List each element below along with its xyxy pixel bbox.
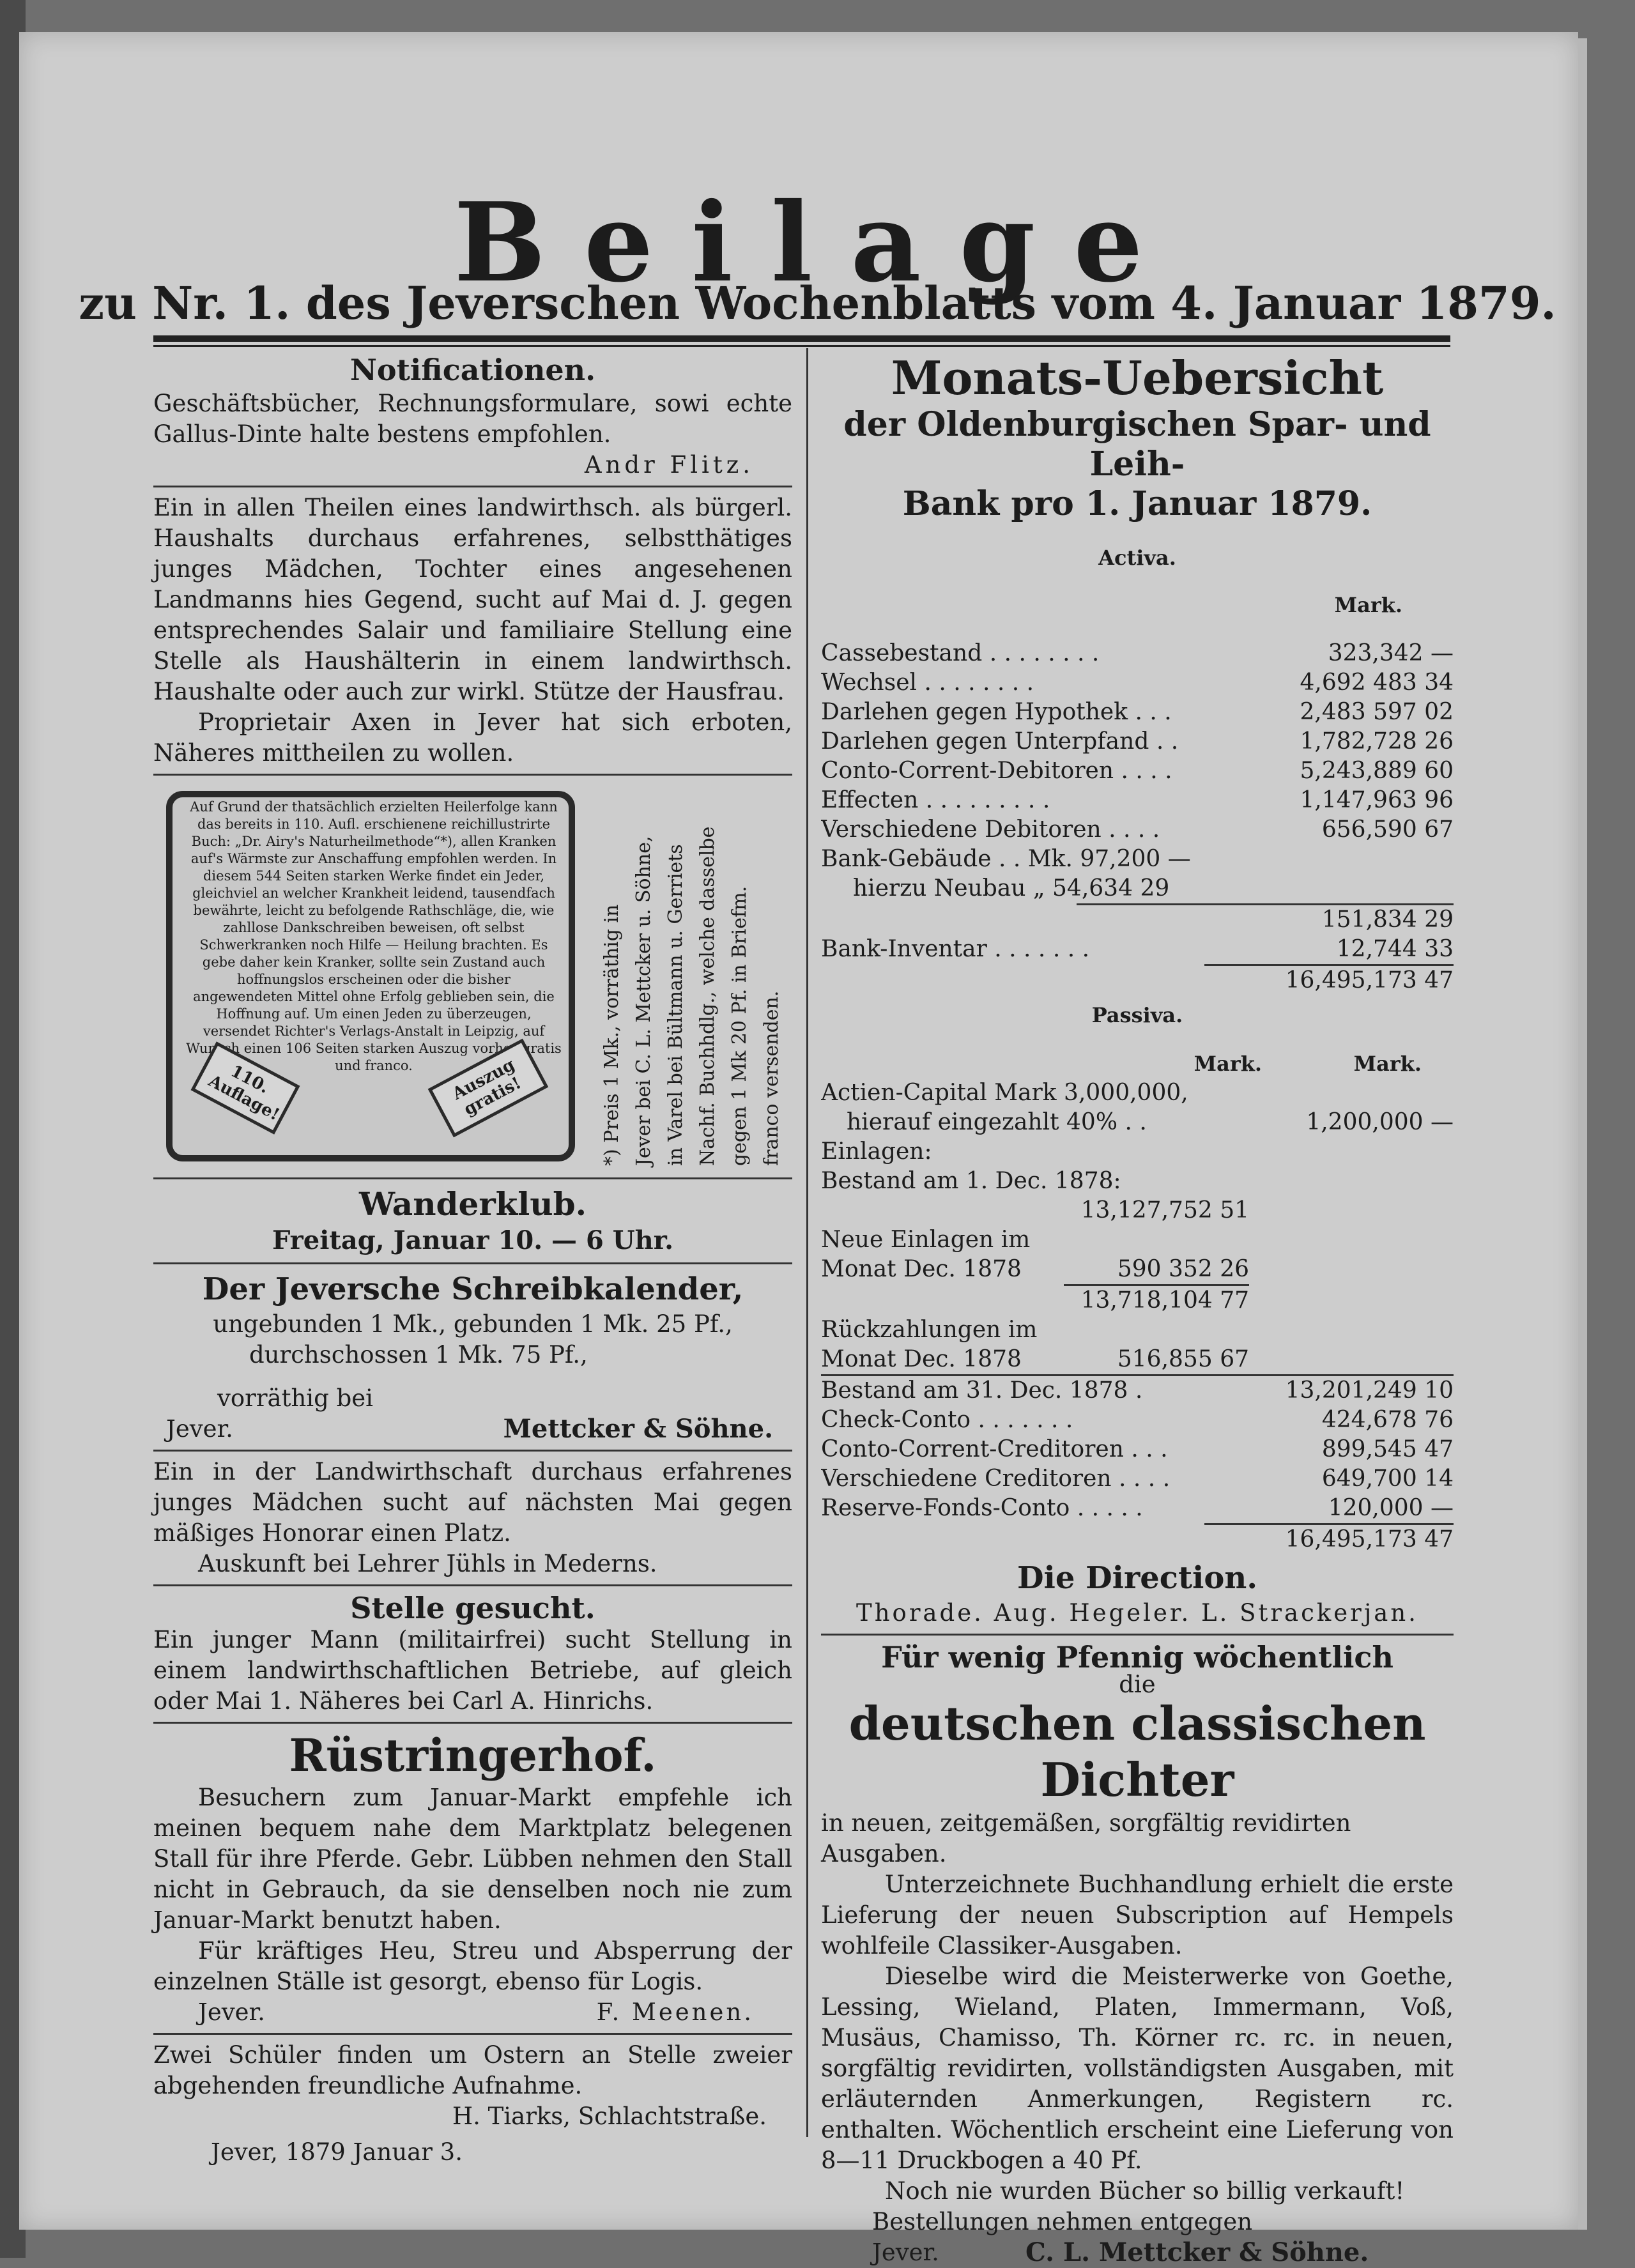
table-row: Wechsel . . . . . . . . 4,692 483 34 — [821, 670, 1454, 696]
maid2-text: Ein in der Landwirthschaft durchaus erfahrenes junges Mädchen sucht auf nächsten Mai gegen mäßiges Honorar einen Platz. — [153, 1458, 792, 1547]
passiva-sum-row: 16,495,173 47 — [1204, 1523, 1454, 1554]
kalender-title: Der Jeversche Schreibkalender, — [202, 1271, 744, 1307]
dichter-text2: Dieselbe wird die Meisterwerke von Goethe, Lessing, Wieland, Platen, Immermann, Voß, Musäus, Chamisso, Th. Körner rc. rc. in neuen, sorgfältig revidirten, vollständigsten Ausgaben, mit erläuternden Anmerkungen, Registern rc. enthalten. Wöchentlich erscheint eine Lieferung von 8—11 Druckbogen a 40 Pf. — [821, 1963, 1454, 2174]
activa-sum-row: 16,495,173 47 — [1204, 964, 1454, 995]
table-row: Darlehen gegen Hypothek . . . 2,483 597 02 — [821, 699, 1454, 725]
header-rule — [153, 335, 1450, 342]
activa-heading: Activa. — [1098, 546, 1176, 570]
notif-signature: Andr Flitz. — [584, 451, 754, 479]
table-row: Neue Einlagen im — [821, 1227, 1031, 1253]
kalender-line3: vorräthig bei — [217, 1384, 374, 1412]
bank-report-title: Monats-Uebersicht — [891, 351, 1384, 405]
wanderklub-title: Wanderklub. — [358, 1185, 587, 1223]
notif-text: Geschäftsbücher, Rechnungsformulare, sowi echte Gallus-Dinte halte bestens empfohlen. — [153, 390, 792, 448]
dichter-line2: die — [1119, 1671, 1156, 1698]
hof-title: Rüstringerhof. — [289, 1729, 657, 1782]
kalender-firm: Mettcker & Söhne. — [503, 1414, 773, 1444]
table-row: Bestand am 1. Dec. 1878: — [821, 1168, 1121, 1194]
page-fold — [1578, 38, 1587, 2230]
dichter-footer — [821, 2237, 1454, 2268]
table-row: Verschiedene Creditoren . . . . 649,700 14 — [821, 1466, 1454, 1492]
dichter-firm: C. L. Mettcker & Söhne. — [1025, 2237, 1369, 2267]
dichter-text1: Unterzeichnete Buchhandlung erhielt die erste Lieferung der neuen Subscription auf Hempels wohlfeile Classiker-Ausgaben. — [821, 1871, 1454, 1959]
table-row: Effecten . . . . . . . . . 1,147,963 96 — [821, 787, 1454, 813]
table-row: Verschiedene Debitoren . . . . 656,590 67 — [821, 816, 1454, 843]
table-row: 13,127,752 51 — [1080, 1197, 1249, 1223]
table-row: Einlagen: — [821, 1138, 932, 1165]
table-row: 151,834 29 — [1077, 903, 1454, 935]
dichter-line4: Noch nie wurden Bücher so billig verkauft! — [885, 2177, 1405, 2205]
table-row: Bank-Inventar . . . . . . . 12,744 33 — [821, 936, 1454, 962]
table-row: Conto-Corrent-Creditoren . . . 899,545 47 — [821, 1436, 1454, 1462]
schueler-signature: H. Tiarks, Schlachtstraße. — [452, 2103, 767, 2130]
schueler-text: Zwei Schüler finden um Ostern an Stelle zweier abgehenden freundliche Aufnahme. — [153, 2041, 792, 2099]
advert-side-text — [588, 786, 792, 1169]
divider — [153, 2033, 792, 2035]
table-row: Bestand am 31. Dec. 1878 . 13,201,249 10 — [821, 1374, 1454, 1406]
right-column — [821, 351, 1454, 2268]
advert-side-line: in Varel bei Bültmann u. Gerriets — [664, 844, 687, 1166]
divider — [153, 1722, 792, 1724]
activa-table — [821, 639, 1454, 995]
hof-footer — [153, 1997, 792, 2028]
divider — [153, 1262, 792, 1264]
passiva-column-heads: Mark. Mark. — [1194, 1052, 1422, 1076]
hof-signature: F. Meenen. — [596, 1998, 754, 2026]
header-rule-thin — [153, 345, 1450, 347]
left-column — [153, 351, 792, 2168]
advert-label-right: Auszug gratis! — [428, 1039, 549, 1138]
maid-ad-text: Ein in allen Theilen eines landwirthsch. als bürgerl. Haushalts durchaus erfahrenes, selbstthätiges junges Mädchen, Tochter eines angesehenen Landmanns hies Gegend, sucht auf Mai d. J. gegen entsprechendes Salair und familiaire Stellung eine Stelle als Haushälterin in einem landwirthsch. Haushalte oder auch zur wirkl. Stütze der Hausfrau. — [153, 494, 792, 705]
table-row: 13,718,104 77 — [1064, 1284, 1249, 1315]
page-dateline: Jever, 1879 Januar 3. — [211, 2138, 463, 2166]
dichter-title: deutschen classischen Dichter — [848, 1696, 1426, 1807]
direction-heading: Die Direction. — [1017, 1560, 1258, 1596]
advert-side-line: Jever bei C. L. Mettcker u. Söhne, — [633, 836, 655, 1166]
table-row: hierauf eingezahlt 40% . . 1,200,000 — — [847, 1109, 1454, 1135]
table-row: Darlehen gegen Unterpfand . . 1,782,728 26 — [821, 728, 1454, 755]
hof-text1: Besuchern zum Januar-Markt empfehle ich meinen bequem nahe dem Marktplatz belegenen Stall für ihre Pferde. Gebr. Lübben nehmen den Stall nicht in Gebrauch, da sie denselben noch nie zum Januar-Markt benutzt haben. — [153, 1784, 792, 1934]
table-row: Reserve-Fonds-Conto . . . . . 120,000 — — [821, 1495, 1454, 1521]
advert-side-line: gegen 1 Mk 20 Pf. in Briefm. — [728, 885, 751, 1166]
table-row: Cassebestand . . . . . . . . 323,342 — — [821, 640, 1454, 666]
maid2-note: Auskunft bei Lehrer Jühls in Mederns. — [198, 1550, 657, 1577]
table-row: hierzu Neubau „ 54,634 29 — [853, 875, 1170, 901]
divider — [821, 1634, 1454, 1636]
table-row: Bank-Gebäude . . Mk. 97,200 — — [821, 846, 1191, 872]
divider — [153, 1584, 792, 1586]
table-row: Check-Conto . . . . . . . 424,678 76 — [821, 1407, 1454, 1433]
passiva-table — [821, 1078, 1454, 1554]
dichter-place: Jever. — [872, 2239, 939, 2266]
kalender-line1: ungebunden 1 Mk., gebunden 1 Mk. 25 Pf., — [213, 1310, 733, 1338]
bank-report-subtitle2: Bank pro 1. Januar 1879. — [902, 484, 1372, 523]
advert-side-line: franco versenden. — [760, 990, 783, 1166]
advert-side-line: *) Preis 1 Mk., vorräthig in — [601, 904, 623, 1166]
divider — [153, 774, 792, 776]
bank-report-subtitle1: der Oldenburgischen Spar- und Leih- — [843, 405, 1431, 484]
divider — [153, 486, 792, 487]
column-divider — [806, 348, 808, 2137]
direction-signers: Thorade. Aug. Hegeler. L. Strackerjan. — [856, 1599, 1418, 1627]
notif-title: Notificationen. — [349, 353, 596, 387]
kalender-footer — [153, 1414, 792, 1444]
kalender-place: Jever. — [166, 1415, 233, 1443]
wanderklub-date: Freitag, Januar 10. — 6 Uhr. — [272, 1225, 674, 1255]
activa-column-head: Mark. — [1334, 593, 1402, 617]
advert-label-left: 110. Auflage! — [190, 1041, 300, 1134]
advert-side-line: Nachf. Buchhdlg., welche dasselbe — [696, 826, 719, 1166]
hof-text2: Für kräftiges Heu, Streu und Absperrung der einzelnen Ställe ist gesorgt, ebenso für Logis. — [153, 1937, 792, 1995]
table-row: Monat Dec. 1878 590 352 26 — [821, 1256, 1249, 1282]
divider — [153, 1450, 792, 1452]
divider — [153, 1177, 792, 1179]
table-row: Monat Dec. 1878 516,855 67 — [821, 1346, 1249, 1372]
kalender-line2: durchschossen 1 Mk. 75 Pf., — [249, 1341, 588, 1368]
dichter-line1: Für wenig Pfennig wöchentlich — [881, 1640, 1393, 1674]
table-row: Actien-Capital Mark 3,000,000, — [821, 1080, 1188, 1106]
advert-text: Auf Grund der thatsächlich erzielten Heilerfolge kann das bereits in 110. Aufl. erschienene reichillustrirte Buch: „Dr. Airy's Naturheilmethode“*), allen Kranken auf's Wärmste zur Anschaffung empfohlen werden. In diesem 544 Seiten starken Werke findet ein Jeder, gleichviel an welcher Krankheit leidend, tausendfach bewährte, leicht zu befolgende Rathschläge, die, wie zahllose Dankschreiben beweisen, oft selbst Schwerkranken noch Hilfe — Heilung brachten. Es gebe daher kein Kranker, sollte sein Zustand auch hoffnungslos erscheinen oder die bisher angewendeten Mittel ohne Erfolg geblieben sein, die Hoffnung auf. Um einen Jeden zu überzeugen, versendet Richter's Verlags-Anstalt in Leipzig, auf Wunsch einen 106 Seiten starken Auszug vorher gratis und franco. — [186, 799, 562, 1073]
hof-place: Jever. — [198, 1998, 265, 2026]
naturheil-advert — [153, 786, 792, 1172]
table-row: Conto-Corrent-Debitoren . . . . 5,243,889 60 — [821, 758, 1454, 784]
page-title: Beilage — [454, 179, 1181, 307]
table-row: Rückzahlungen im — [821, 1317, 1038, 1343]
stelle-text: Ein junger Mann (militairfrei) sucht Stellung in einem landwirthschaftlichen Betriebe, auf gleich oder Mai 1. Näheres bei Carl A. Hinrichs. — [153, 1626, 792, 1715]
page-subtitle: zu Nr. 1. des Jeverschen Wochenblatts vom 4. Januar 1879. — [79, 277, 1556, 330]
dichter-line3: in neuen, zeitgemäßen, sorgfältig revidirten Ausgaben. — [821, 1809, 1351, 1867]
passiva-heading: Passiva. — [1091, 1003, 1183, 1027]
dichter-line5: Bestellungen nehmen entgegen — [872, 2208, 1253, 2235]
maid-ad-note: Proprietair Axen in Jever hat sich erboten, Näheres mittheilen zu wollen. — [153, 709, 792, 767]
stelle-title: Stelle gesucht. — [350, 1591, 595, 1625]
